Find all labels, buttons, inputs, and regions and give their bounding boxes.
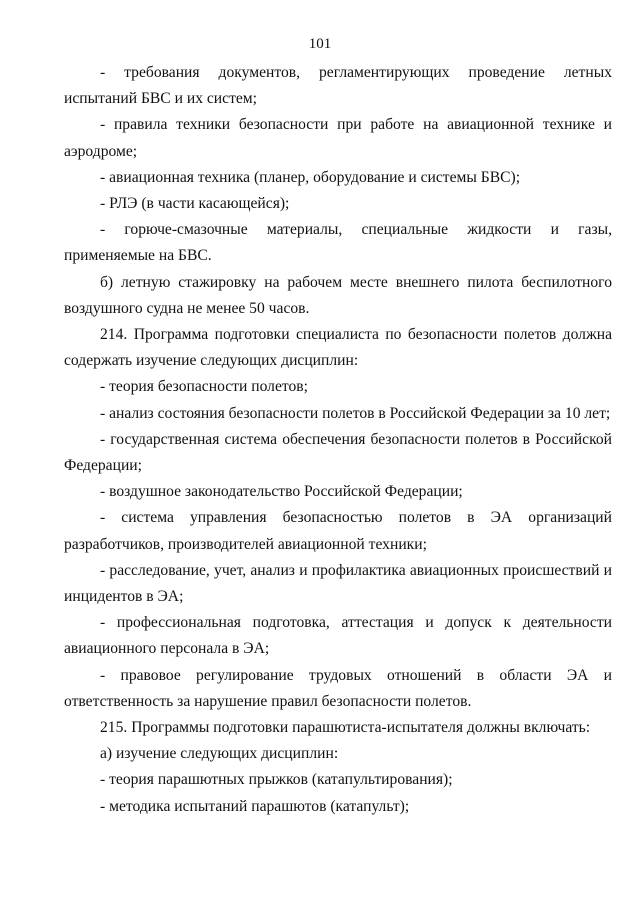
paragraph-investigation: - расследование, учет, анализ и профилактика авиационных происшествий и инцидентов в ЭА; (64, 561, 612, 606)
document-body (64, 60, 612, 820)
paragraph-safety-analysis: - анализ состояния безопасности полетов в Российской Федерации за 10 лет; (100, 404, 611, 422)
paragraph-214-program: 214. Программа подготовки специалиста по безопасности полетов должна содержать изучение следующих дисциплин: (64, 326, 612, 370)
paragraph-air-law: - воздушное законодательство Российской Федерации; (100, 483, 463, 501)
paragraph-safety-rules: - правила техники безопасности при работе на авиационной технике и аэродроме; (64, 116, 612, 160)
paragraph-safety-theory: - теория безопасности полетов; (100, 378, 308, 396)
paragraph-requirements-docs: - требования документов, регламентирующих проведение летных испытаний БВС и их систем; (64, 64, 612, 108)
paragraph-parachute-theory: - теория парашютных прыжков (катапультирования); (100, 771, 453, 789)
paragraph-215-program: 215. Программы подготовки парашютиста-испытателя должны включать: (100, 719, 591, 737)
paragraph-legal-regulation: - правовое регулирование трудовых отношений в области ЭА и ответственность за нарушение правил безопасности полетов. (64, 666, 612, 710)
paragraph-rle: - РЛЭ (в части касающейся); (100, 195, 290, 213)
paragraph-state-safety-system: - государственная система обеспечения безопасности полетов в Российской Федерации; (64, 430, 612, 475)
paragraph-flight-internship: б) летную стажировку на рабочем месте внешнего пилота беспилотного воздушного судна не менее 50 часов. (64, 273, 612, 317)
paragraph-fuels-lubricants: - горюче-смазочные материалы, специальные жидкости и газы, применяемые на БВС. (64, 221, 612, 265)
page-number: 101 (308, 36, 332, 52)
paragraph-disciplines-study: а) изучение следующих дисциплин: (100, 745, 339, 763)
paragraph-safety-management: - система управления безопасностью полетов в ЭА организаций разработчиков, производителей авиационной техники; (64, 509, 612, 553)
paragraph-professional-training: - профессиональная подготовка, аттестация и допуск к деятельности авиационного персонала в ЭА; (64, 614, 612, 658)
paragraph-parachute-testing: - методика испытаний парашютов (катапульт); (100, 797, 410, 815)
paragraph-aviation-equipment: - авиационная техника (планер, оборудование и системы БВС); (100, 168, 521, 186)
